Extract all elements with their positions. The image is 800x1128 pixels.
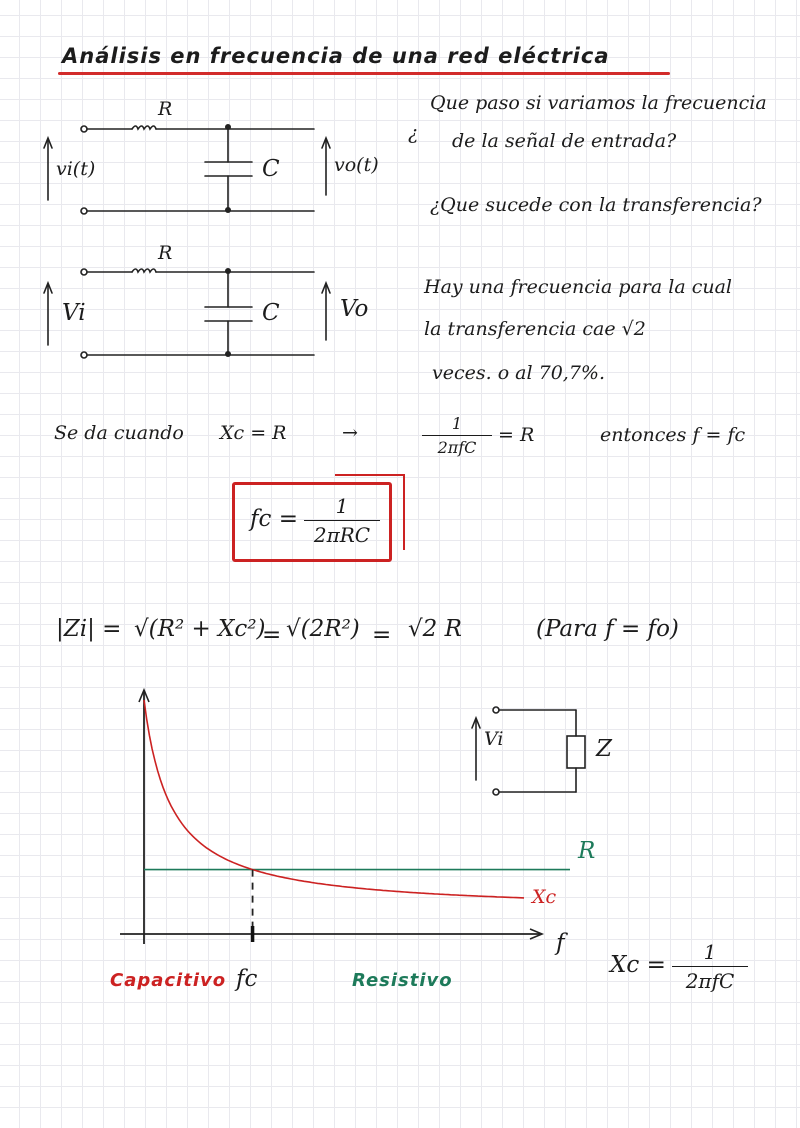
- impedance-term-3: √2 R: [408, 616, 462, 642]
- circuit-2-output-label: Vo: [340, 296, 369, 322]
- circuit-2-input-label: Vi: [62, 300, 86, 326]
- condition-rhs: = R: [498, 424, 535, 446]
- xc-formula-num: 1: [703, 940, 717, 964]
- small-circuit-input-label: Vi: [484, 728, 504, 750]
- circuit-1-input-label: vi(t): [56, 158, 96, 180]
- chart-marker-label: fc: [236, 966, 258, 992]
- xc-formula-den: 2πfC: [685, 969, 735, 993]
- xc-formula-fraction: [672, 940, 748, 993]
- statement-line-2: la transferencia cae √2: [424, 318, 646, 340]
- xc-formula-lhs: Xc =: [610, 952, 666, 978]
- question-1-line-2: de la señal de entrada?: [452, 130, 677, 152]
- region-resistivo: Resistivo: [352, 970, 453, 991]
- chart-series-line-1: [144, 700, 524, 898]
- condition-fraction-den: 2πfC: [437, 438, 477, 457]
- condition-equation: Xc = R: [220, 422, 287, 444]
- impedance-lhs: |Zi| =: [56, 616, 122, 642]
- impedance-term-2: √(2R²): [286, 616, 360, 642]
- chart-series-xc-label: Xc: [532, 886, 557, 908]
- statement-line-3: veces. o al 70,7%.: [432, 362, 606, 384]
- question-1-line-1: Que paso si variamos la frecuencia: [430, 92, 767, 114]
- impedance-eq-2: =: [372, 622, 392, 648]
- condition-lead: Se da cuando: [54, 422, 184, 444]
- impedance-eq-1: =: [262, 622, 282, 648]
- small-circuit-z-label: Z: [596, 736, 612, 762]
- boxed-formula-lhs: fc =: [250, 506, 298, 532]
- region-capacitivo: Capacitivo: [110, 970, 227, 991]
- circuit-1-r-label: R: [158, 98, 173, 120]
- question-1-mark: ¿: [408, 122, 419, 144]
- question-2: ¿Que sucede con la transferencia?: [430, 194, 762, 216]
- circuit-2-r-label: R: [158, 242, 173, 264]
- condition-fraction-num: 1: [451, 414, 463, 433]
- condition-then: entonces f = fc: [600, 424, 746, 446]
- chart-series: [144, 700, 570, 898]
- circuit-1-output-label: vo(t): [334, 154, 379, 176]
- statement-line-1: Hay una frecuencia para la cual: [424, 276, 732, 298]
- impedance-term-1: √(R² + Xc²): [134, 616, 266, 642]
- page-title: Análisis en frecuencia de una red eléctrica: [62, 44, 610, 68]
- circuit-2-c-label: C: [262, 300, 280, 326]
- chart-axes: [120, 690, 542, 944]
- circuit-1-c-label: C: [262, 156, 280, 182]
- impedance-note: (Para f = fo): [536, 616, 679, 642]
- boxed-formula-num: 1: [335, 494, 349, 518]
- condition-arrow: →: [342, 422, 358, 444]
- chart-series-r-label: R: [578, 838, 596, 864]
- boxed-formula-den: 2πRC: [313, 523, 371, 547]
- xc-formula-bar: [672, 966, 748, 967]
- chart-x-axis-label: f: [556, 930, 565, 956]
